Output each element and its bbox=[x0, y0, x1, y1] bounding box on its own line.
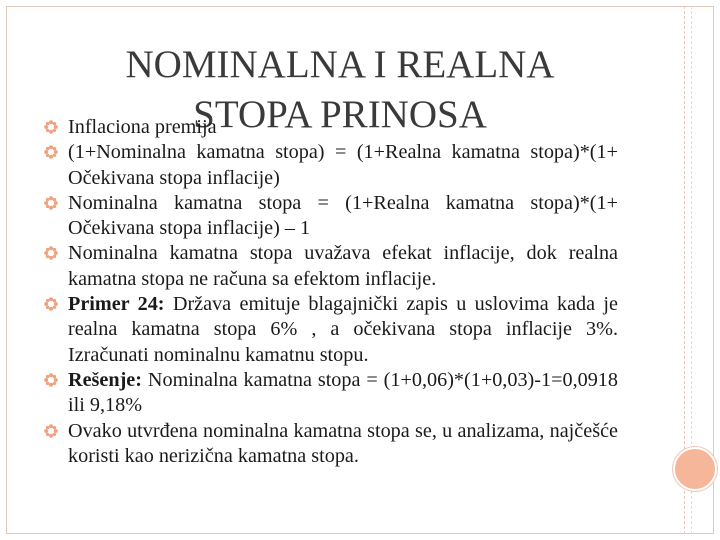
bullet-text: (1+Nominalna kamatna stopa) = (1+Realna kamatna stopa)*(1+ Očekivana stopa inflacije) bbox=[68, 141, 618, 189]
bullet-item-nominal-vs-real bbox=[48, 241, 618, 292]
bullet-item-nominal-formula bbox=[48, 191, 618, 242]
bullet-bold-label: Primer 24: bbox=[68, 293, 165, 316]
sun-flower-bullet-icon bbox=[44, 246, 58, 260]
bullet-text: Nominalna kamatna stopa uvažava efekat inflacije, dok realna kamatna stopa ne računa sa efektom inflacije. bbox=[68, 242, 618, 290]
title-line-1: NOMINALNA I REALNA bbox=[125, 43, 555, 87]
sun-flower-bullet-icon bbox=[44, 196, 58, 210]
sun-flower-bullet-icon bbox=[44, 424, 58, 438]
sun-flower-bullet-icon bbox=[44, 373, 58, 387]
title-line-2: STOPA PRINOSA bbox=[193, 93, 487, 137]
decorative-circle-icon bbox=[673, 447, 717, 491]
sun-flower-bullet-icon bbox=[44, 120, 58, 134]
bullet-item-solution bbox=[48, 368, 618, 419]
bullet-item-inflation-premium bbox=[48, 115, 618, 140]
bullet-list bbox=[48, 115, 618, 469]
bullet-bold-label: Rešenje: bbox=[68, 368, 142, 391]
bullet-item-example-24 bbox=[48, 292, 618, 368]
bullet-text: Nominalna kamatna stopa = (1+Realna kamatna stopa)*(1+ Očekivana stopa inflacije) – 1 bbox=[68, 191, 618, 240]
bullet-text: Ovako utvrđena nominalna kamatna stopa se, u analizama, najčešće koristi kao nerizična kamatna stopa. bbox=[68, 419, 618, 467]
sun-flower-bullet-icon bbox=[44, 145, 58, 159]
bullet-text: Nominalna kamatna stopa = (1+0,06)*(1+0,03)-1=0,0918 ili 9,18% bbox=[68, 368, 618, 417]
bullet-text: Inflaciona premija bbox=[68, 116, 217, 138]
sun-flower-bullet-icon bbox=[44, 297, 58, 311]
bullet-text: Država emituje blagajnički zapis u uslovima kada je realna kamatna stopa 6% , a očekivana stopa inflacije 3%. Izračunati nominalnu kamatnu stopu. bbox=[68, 293, 619, 366]
bullet-item-fisher-equation bbox=[48, 140, 618, 191]
bullet-item-risk-free-rate bbox=[48, 419, 618, 470]
